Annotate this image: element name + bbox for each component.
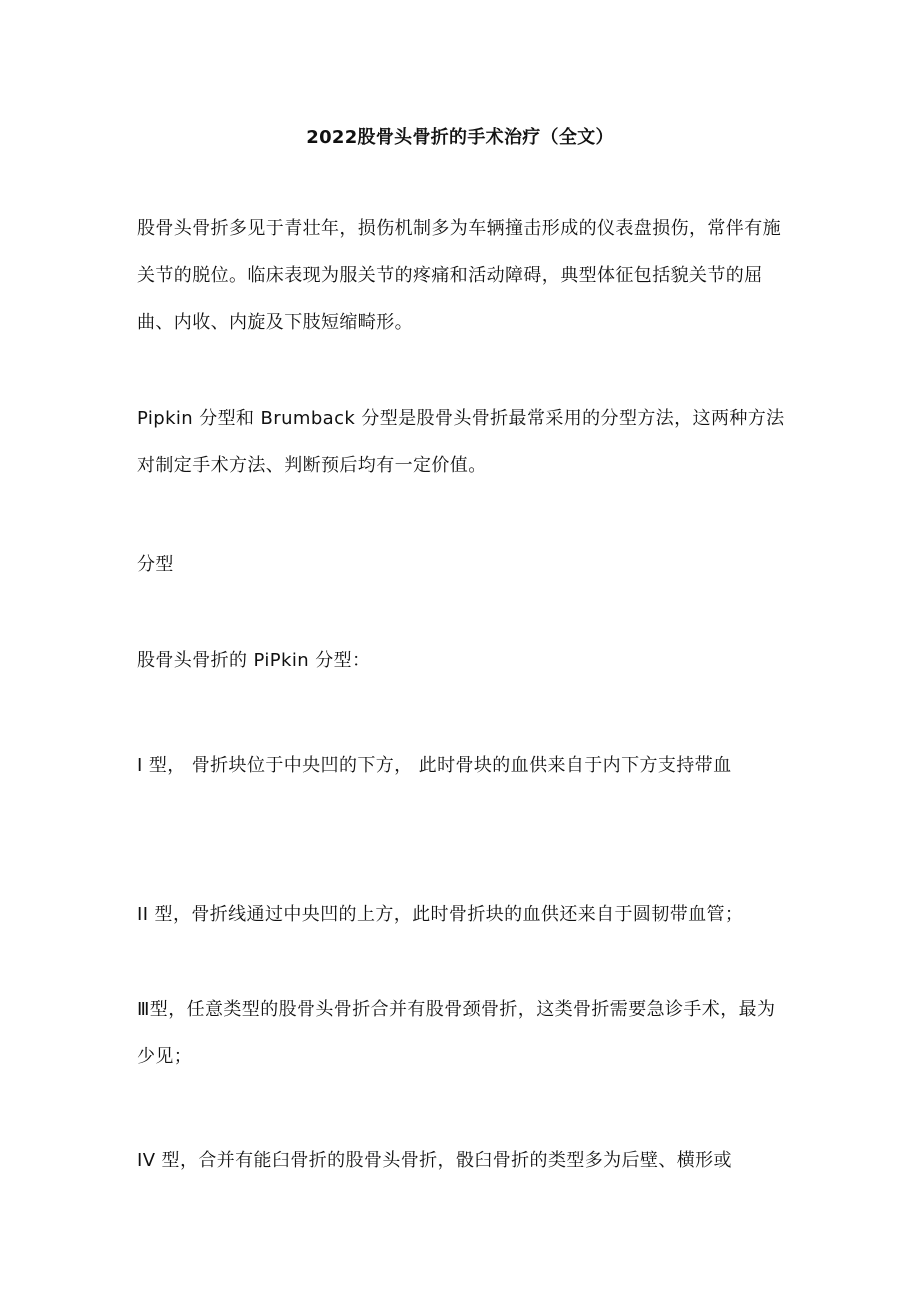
paragraph-pipkin-heading: 股骨头骨折的 PiPkin 分型： (137, 650, 371, 671)
paragraph-type-3: Ⅲ型，任意类型的股骨头骨折合并有股骨颈骨折，这类骨折需要急诊手术，最为少见； (137, 999, 776, 1067)
document-title: 2022股骨头骨折的手术治疗（全文） (306, 127, 614, 148)
paragraph-type-2: II 型，骨折线通过中央凹的上方，此时骨折块的血供还来自于圆韧带血管； (137, 904, 744, 925)
paragraph-type-1: I 型， 骨折块位于中央凹的下方， 此时骨块的血供来自于内下方支持带血 (137, 755, 732, 776)
paragraph-intro: 股骨头骨折多见于青壮年，损伤机制多为车辆撞击形成的仪表盘损伤，常伴有施关节的脱位。临床表现为服关节的疼痛和活动障碍，典型体征包括貌关节的屈曲、内收、内旋及下肢短缩畸形。 (137, 218, 781, 333)
section-heading-classification: 分型 (137, 554, 174, 575)
paragraph-classification-methods: Pipkin 分型和 Brumback 分型是股骨头骨折最常采用的分型方法，这两种方法对制定手术方法、判断预后均有一定价值。 (137, 408, 785, 476)
paragraph-type-4: IV 型，合并有能臼骨折的股骨头骨折，骰臼骨折的类型多为后壁、横形或 (137, 1150, 732, 1171)
